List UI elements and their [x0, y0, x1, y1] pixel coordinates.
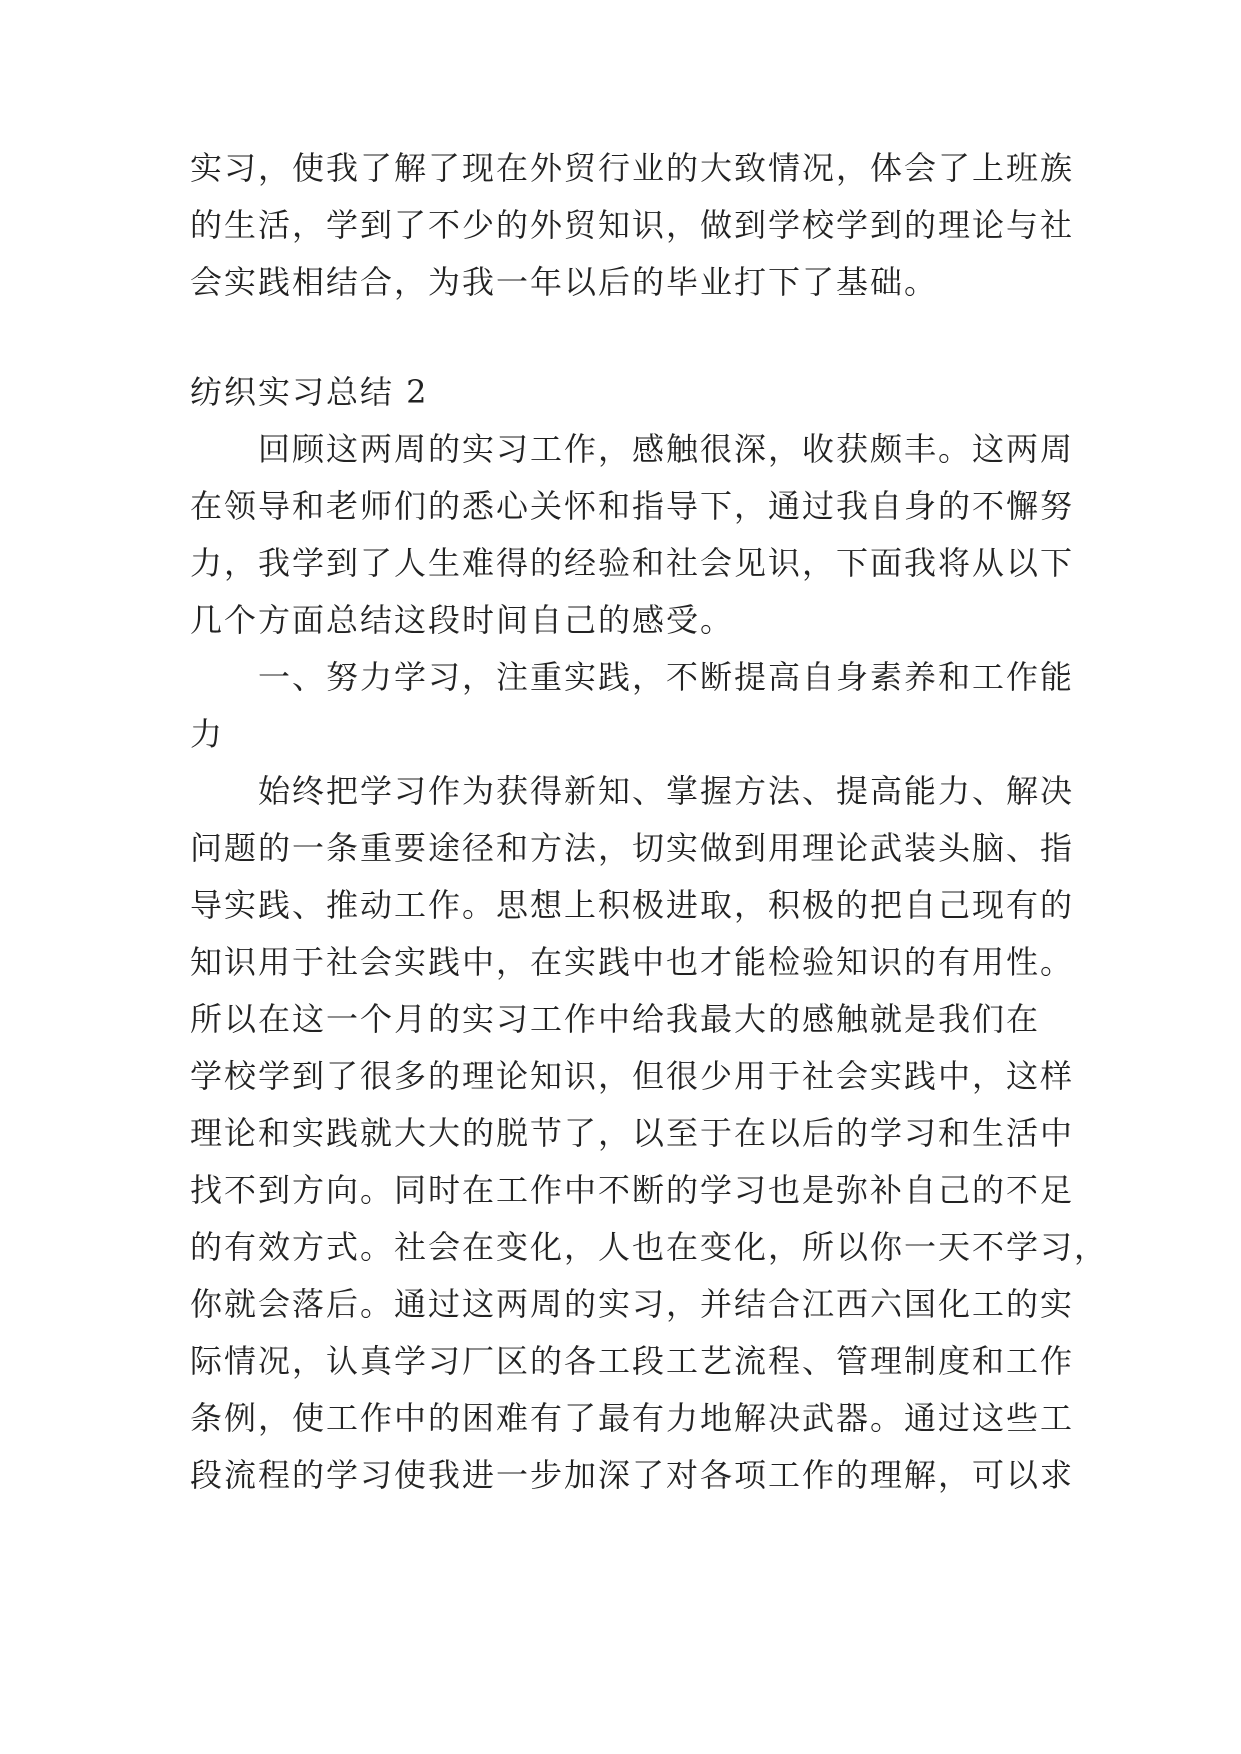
- body-line-10: 学校学到了很多的理论知识，但很少用于社会实践中，这样: [190, 1057, 1075, 1095]
- body-line-11: 理论和实践就大大的脱节了，以至于在以后的学习和生活中: [190, 1114, 1075, 1152]
- body-line-5: 始终把学习作为获得新知、掌握方法、提高能力、解决: [190, 772, 1075, 810]
- body-line-14: 你就会落后。通过这两周的实习，并结合江西六国化工的实: [190, 1285, 1075, 1323]
- intro-line-1: 实习，使我了解了现在外贸行业的大致情况，体会了上班族: [190, 149, 1075, 187]
- body-line-16: 条例，使工作中的困难有了最有力地解决武器。通过这些工: [190, 1399, 1075, 1437]
- body-line-3: 力，我学到了人生难得的经验和社会见识，下面我将从以下: [190, 544, 1075, 582]
- intro-line-3: 会实践相结合，为我一年以后的毕业打下了基础。: [190, 263, 939, 301]
- body-line-8: 知识用于社会实践中，在实践中也才能检验知识的有用性。: [190, 943, 1075, 981]
- body-line-12: 找不到方向。同时在工作中不断的学习也是弥补自己的不足: [190, 1171, 1075, 1209]
- body-line-7: 导实践、推动工作。思想上积极进取，积极的把自己现有的: [190, 886, 1075, 924]
- body-line-9: 所以在这一个月的实习工作中给我最大的感触就是我们在: [190, 1000, 1041, 1038]
- body-line-4: 几个方面总结这段时间自己的感受。: [190, 601, 735, 639]
- section-title: 纺织实习总结 2: [190, 373, 429, 411]
- body-line-1: 回顾这两周的实习工作，感触很深，收获颇丰。这两周: [190, 430, 1075, 468]
- intro-line-2: 的生活，学到了不少的外贸知识，做到学校学到的理论与社: [190, 206, 1075, 244]
- body-line-2: 在领导和老师们的悉心关怀和指导下，通过我自身的不懈努: [190, 487, 1075, 525]
- heading-line-1: 一、努力学习，注重实践，不断提高自身素养和工作能: [190, 658, 1075, 696]
- body-line-13: 的有效方式。社会在变化，人也在变化，所以你一天不学习，: [190, 1228, 1109, 1266]
- body-line-15: 际情况，认真学习厂区的各工段工艺流程、管理制度和工作: [190, 1342, 1075, 1380]
- body-line-17: 段流程的学习使我进一步加深了对各项工作的理解，可以求: [190, 1456, 1075, 1494]
- body-line-6: 问题的一条重要途径和方法，切实做到用理论武装头脑、指: [190, 829, 1075, 867]
- heading-line-2: 力: [190, 715, 225, 753]
